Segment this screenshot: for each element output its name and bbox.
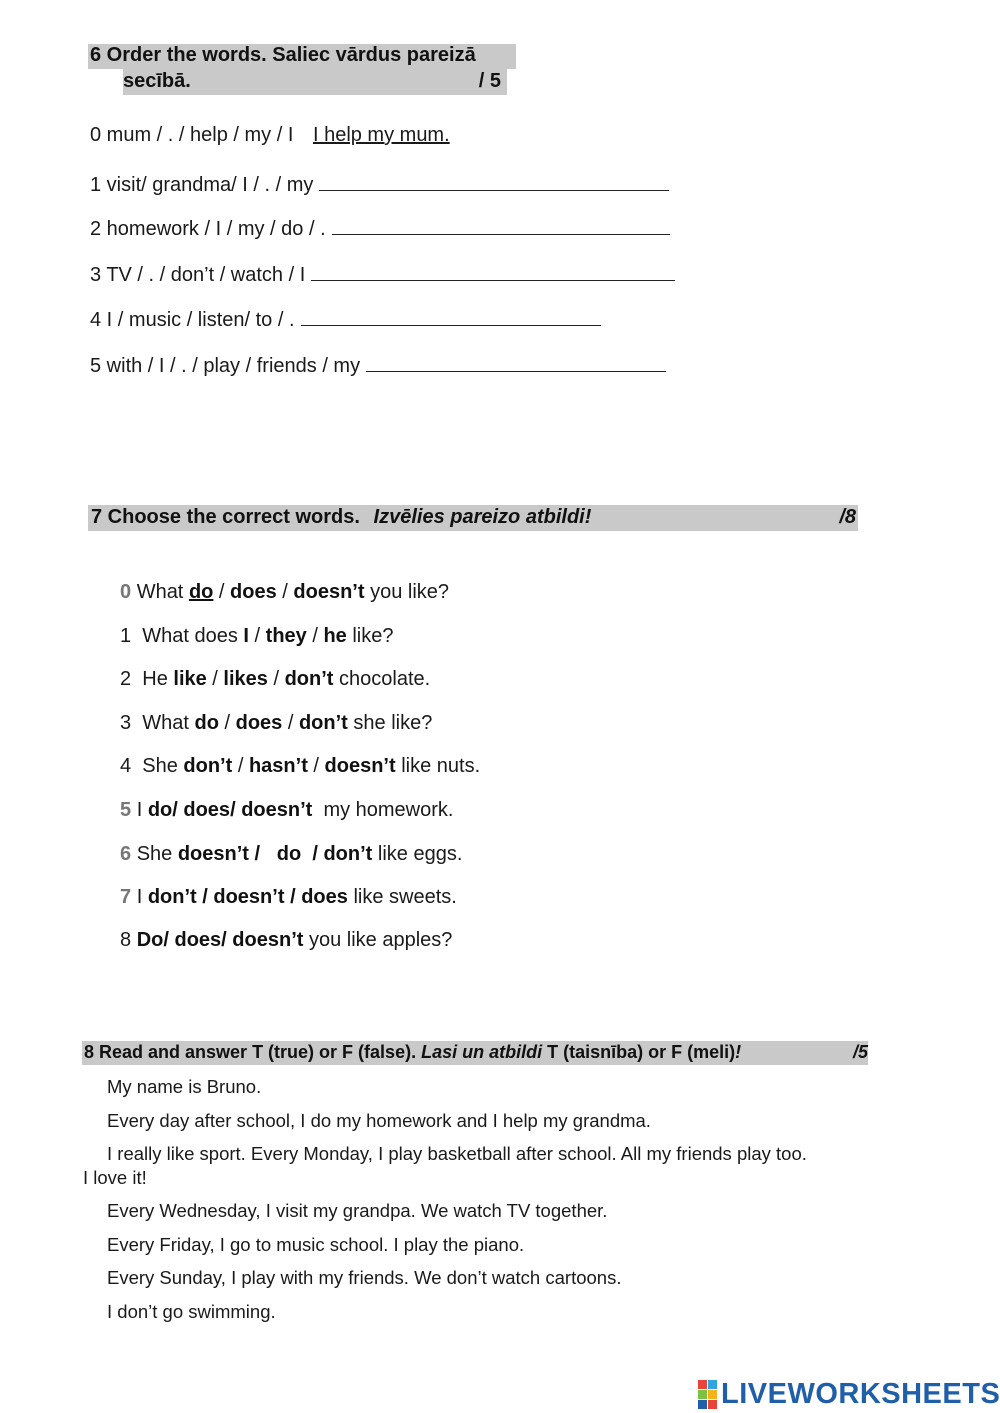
order-item-4: [90, 305, 601, 332]
option-he[interactable]: he: [323, 625, 347, 647]
option-i[interactable]: I: [243, 625, 249, 647]
choice-pre: He: [142, 668, 168, 690]
choice-num: 6: [120, 843, 132, 865]
option-hasnt[interactable]: hasn’t: [248, 755, 308, 777]
choice-post: she like?: [353, 712, 433, 734]
option-doesnt[interactable]: doesn’t: [213, 886, 285, 908]
order-item-5-prompt: 5 with / I / . / play / friends / my: [90, 355, 361, 377]
choice-num: 0: [120, 581, 132, 603]
order-item-2-prompt: 2 homework / I / my / do / .: [90, 218, 326, 240]
example-prompt: 0 mum / . / help / my / I: [90, 124, 294, 146]
option-do[interactable]: Do: [136, 929, 164, 951]
choice-num: 8: [120, 929, 132, 951]
choice-num: 2: [120, 668, 132, 690]
story-line-5: Every Wednesday, I visit my grandpa. We watch TV together.: [107, 1200, 608, 1221]
option-doesnt[interactable]: doesn’t: [293, 581, 365, 603]
story-line-7: Every Sunday, I play with my friends. We don’t watch cartoons.: [107, 1267, 622, 1288]
brand-name: LIVEWORKSHEETS: [721, 1377, 1000, 1410]
choice-pre: What does: [142, 625, 238, 647]
section8-title-b: Lasi un atbildi: [421, 1042, 543, 1062]
choice-post: like?: [352, 625, 394, 647]
option-does[interactable]: does: [301, 886, 348, 908]
answer-line-5[interactable]: [366, 351, 666, 372]
option-dont[interactable]: don’t: [323, 843, 373, 865]
story-line-4: I love it!: [83, 1167, 147, 1188]
example-answer: I help my mum.: [312, 124, 450, 146]
choice-pre: She: [136, 843, 173, 865]
option-do[interactable]: do: [194, 712, 219, 734]
order-item-5: [90, 351, 666, 378]
section8-title-c: T (taisnība) or F (meli): [547, 1042, 736, 1062]
choice-pre: I: [136, 799, 143, 821]
order-item-1: [90, 170, 669, 197]
option-dont[interactable]: don’t: [298, 712, 348, 734]
order-item-3: [90, 260, 675, 287]
choice-item-1: 1 What does I / they / he like?: [120, 625, 394, 647]
section8-title-d: !: [735, 1042, 742, 1062]
choice-pre: She: [142, 755, 178, 777]
liveworksheets-logo: [698, 1379, 1000, 1409]
section8-score: /5: [852, 1042, 868, 1062]
option-likes[interactable]: likes: [223, 668, 268, 690]
choice-post: like eggs.: [377, 843, 463, 865]
choice-item-3: 3 What do / does / don’t she like?: [120, 712, 433, 734]
answer-line-4[interactable]: [301, 305, 601, 326]
section6-title-line1: 6 Order the words. Saliec vārdus pareizā: [90, 44, 476, 66]
option-dont[interactable]: don’t: [284, 668, 334, 690]
choice-item-5: 5 I do/ does/ doesn’t my homework.: [120, 799, 454, 821]
option-does[interactable]: does: [174, 929, 222, 951]
option-dont[interactable]: don’t: [147, 886, 197, 908]
option-doesnt[interactable]: doesn’t: [177, 843, 249, 865]
choice-item-7: 7 I don’t / doesn’t / does like sweets.: [120, 886, 457, 908]
choice-post: chocolate.: [339, 668, 431, 690]
option-do[interactable]: do: [276, 843, 302, 865]
section6-title-line2: secībā.: [123, 70, 191, 92]
choice-item-0: 0 What do / does / doesn’t you like?: [120, 581, 450, 603]
choice-post: you like?: [370, 581, 450, 603]
section7-header: [88, 505, 858, 531]
story-line-6: Every Friday, I go to music school. I play the piano.: [107, 1234, 525, 1255]
logo-icon: [698, 1380, 717, 1409]
choice-post: my homework.: [323, 799, 454, 821]
option-like[interactable]: like: [173, 668, 207, 690]
choice-item-4: 4 She don’t / hasn’t / doesn’t like nuts.: [120, 755, 481, 777]
section7-score: /8: [839, 506, 856, 528]
choice-post: like sweets.: [353, 886, 457, 908]
choice-num: 4: [120, 755, 132, 777]
section6-header: [88, 44, 516, 69]
option-dont[interactable]: don’t: [183, 755, 233, 777]
option-does[interactable]: does: [230, 581, 277, 603]
choice-post: you like apples?: [308, 929, 453, 951]
option-does[interactable]: does: [183, 799, 231, 821]
answer-line-3[interactable]: [311, 260, 675, 281]
choice-item-8: 8 Do/ does/ doesn’t you like apples?: [120, 929, 453, 951]
story-line-3: I really like sport. Every Monday, I play basketball after school. All my friends play too.: [107, 1143, 807, 1164]
option-doesnt[interactable]: doesn’t: [241, 799, 313, 821]
option-do[interactable]: do: [147, 799, 173, 821]
option-doesnt[interactable]: doesn’t: [232, 929, 304, 951]
choice-num: 7: [120, 886, 132, 908]
section7-title-lv: Izvēlies pareizo atbildi!: [373, 506, 592, 528]
choice-pre: What: [142, 712, 189, 734]
story-line-2: Every day after school, I do my homework and I help my grandma.: [107, 1110, 651, 1131]
choice-item-6: 6 She doesn’t / do / don’t like eggs.: [120, 843, 463, 865]
story-line-1: My name is Bruno.: [107, 1076, 262, 1097]
choice-num: 5: [120, 799, 132, 821]
option-doesnt[interactable]: doesn’t: [324, 755, 396, 777]
choice-pre: What: [136, 581, 184, 603]
section7-title-en: 7 Choose the correct words.: [91, 506, 360, 528]
answer-line-1[interactable]: [319, 170, 669, 191]
choice-post: like nuts.: [401, 755, 481, 777]
choice-num: 3: [120, 712, 132, 734]
section6-header-line2: [123, 69, 507, 95]
option-they[interactable]: they: [265, 625, 307, 647]
option-does[interactable]: does: [235, 712, 283, 734]
choice-item-2: 2 He like / likes / don’t chocolate.: [120, 668, 431, 690]
order-item-4-prompt: 4 I / music / listen/ to / .: [90, 309, 295, 331]
order-item-3-prompt: 3 TV / . / don’t / watch / I: [90, 264, 306, 286]
section8-title-a: 8 Read and answer T (true) or F (false).: [84, 1042, 417, 1062]
option-do[interactable]: do: [188, 581, 214, 603]
order-item-1-prompt: 1 visit/ grandma/ I / . / my: [90, 174, 314, 196]
order-item-2: [90, 214, 670, 241]
choice-num: 1: [120, 625, 132, 647]
section6-score: / 5: [478, 70, 501, 92]
story-line-8: I don’t go swimming.: [107, 1301, 276, 1322]
section6-example: [90, 124, 450, 147]
answer-line-2[interactable]: [332, 214, 670, 235]
section8-header: [82, 1041, 868, 1065]
choice-pre: I: [136, 886, 143, 908]
